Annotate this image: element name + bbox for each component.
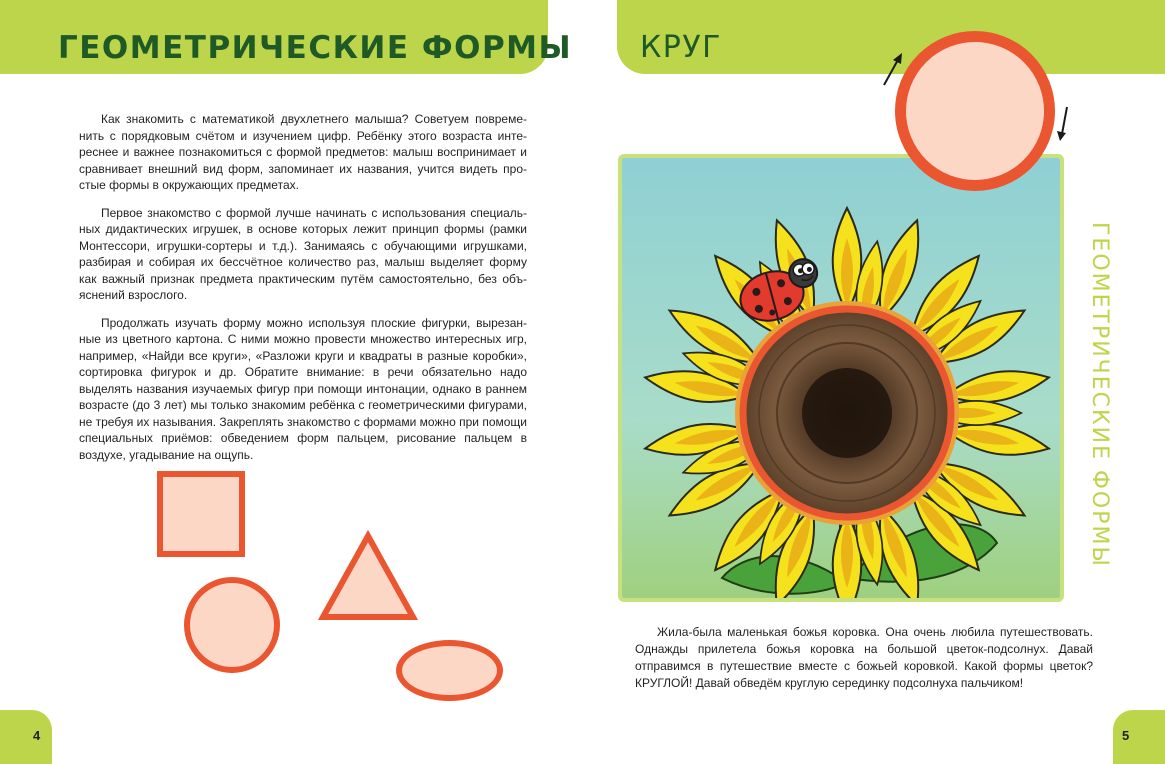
page-number-tab <box>0 710 52 764</box>
circle-shape-icon <box>895 31 1055 191</box>
paragraph: Продолжать изучать форму можно используя плоские фигурки, вырезанные из цветного картона. С ними можно провести множество интересных игр, например, «Найди все круги», «Разложи круги и квадраты в разные коробки», сортировка фигурок и др. Обратите внимание: в речи обязательно надо выделять названия изучаемых фигур при помощи интонации, однако в раннем возрасте (до 3 лет) мы только знакомим ребёнка с геометрическими фигурами, не требуя их называния. Закреплять знакомство с формами можно при помощи специальных приёмов: обведением форм пальцем, рисование пальцем в воздухе, угадывание на ощупь. <box>79 315 527 462</box>
square-shape-icon <box>157 471 245 557</box>
story-text: Жила-была маленькая божья коровка. Она очень любила путешествовать. Однажды прилетела божья коровка на большой цветок-подсолнух. Давай отправимся в путешествие вместе с божьей коровкой. Какой формы цветок? КРУГЛОЙ! Давай обведём круглую серединку подсолнуха пальчиком! <box>635 625 1093 690</box>
left-page <box>0 0 582 764</box>
page-number: 4 <box>33 728 41 743</box>
page-number: 5 <box>1122 728 1130 743</box>
page-title: ГЕОМЕТРИЧЕСКИЕ ФОРМЫ <box>58 30 573 66</box>
triangle-shape-icon <box>318 530 418 622</box>
page-number-tab <box>1113 710 1165 764</box>
arrow-up-right-icon <box>880 52 906 88</box>
oval-shape-icon <box>396 640 503 701</box>
paragraph: Первое знакомство с формой лучше начинать с использования специальных дидактических игрушек, в основе которых лежит принцип формы (рамки Монтессори, игрушки-сортеры и т.д.). Занимаясь с обучающими игрушками, разбирая и собирая их бессчётное количество раз, малыш выделяет форму как важный признак предмета практическим путём самостоятельно, без объяснений взрослого. <box>79 205 527 302</box>
side-title: ГЕОМЕТРИЧЕСКИЕ ФОРМЫ <box>1087 222 1112 568</box>
sunflower-icon <box>622 158 1060 598</box>
arrow-down-icon <box>1054 104 1074 142</box>
intro-text <box>79 111 527 474</box>
section-title: КРУГ <box>640 30 722 65</box>
sunflower-illustration <box>618 154 1064 602</box>
circle-shape-icon <box>184 577 280 673</box>
right-page <box>582 0 1165 764</box>
left-header-bar <box>0 0 573 74</box>
paragraph: Как знакомить с математикой двухлетнего малыша? Советуем повременить с порядковым счётом и изучением цифр. Ребёнку этого возраста интереснее и важнее познакомиться с формой предметов: малыш воспринимает и сравнивает внешний вид форм, запоминает их названия, учится видеть простые формы в окружающих предметах. <box>79 112 527 192</box>
